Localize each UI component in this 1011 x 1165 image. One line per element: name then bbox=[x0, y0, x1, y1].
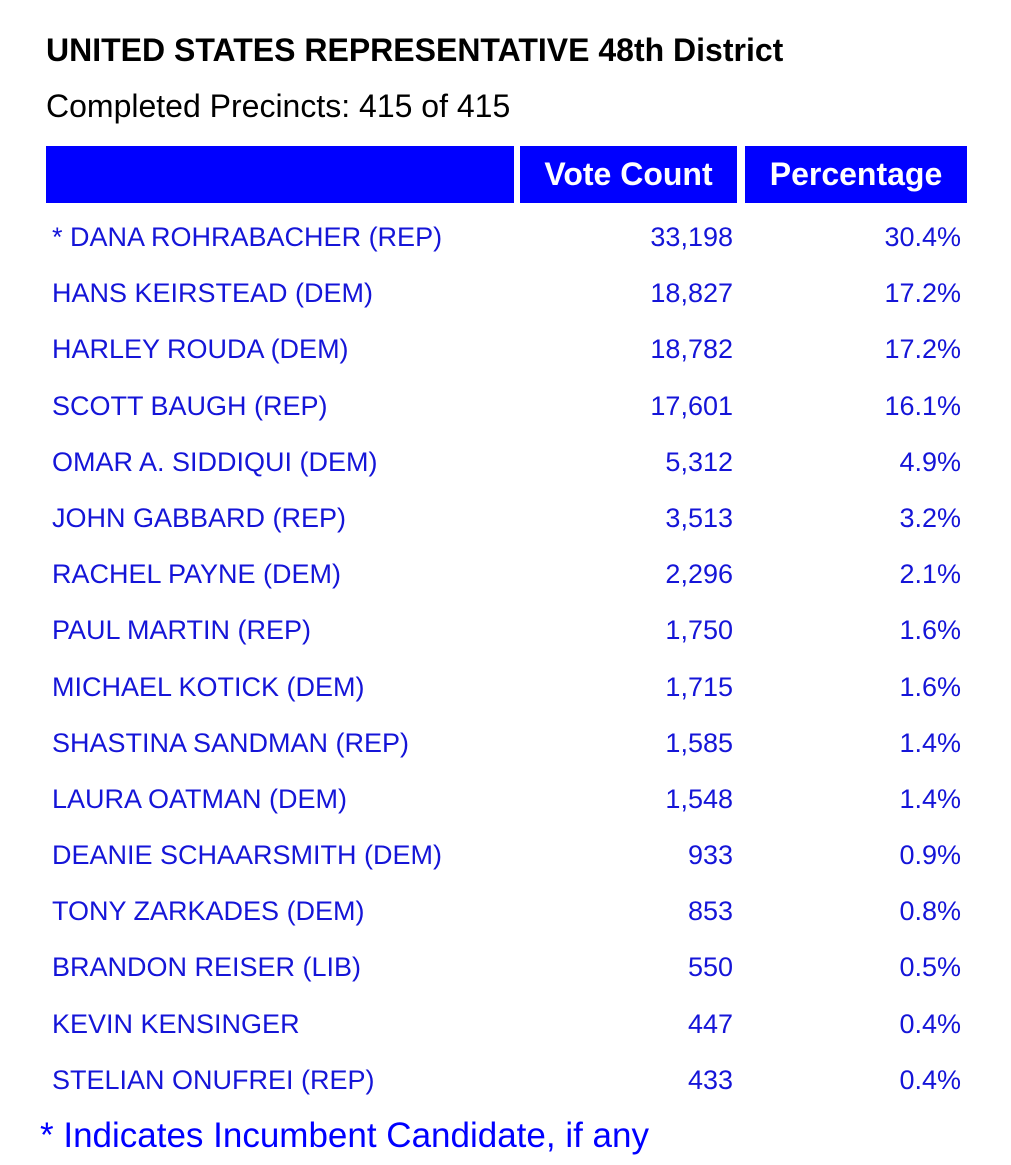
vote-count: 33,198 bbox=[650, 222, 733, 252]
vote-count: 17,601 bbox=[650, 390, 733, 421]
vote-count: 2,296 bbox=[665, 559, 733, 590]
table-row bbox=[0, 491, 1011, 547]
candidate-name: SHASTINA SANDMAN (REP) bbox=[52, 727, 410, 758]
candidate-name: * DANA ROHRABACHER (REP) bbox=[52, 222, 443, 252]
vote-count: 5,312 bbox=[665, 446, 733, 477]
table-row bbox=[0, 322, 1011, 378]
vote-percentage: 4.9% bbox=[899, 446, 961, 477]
table-row bbox=[0, 266, 1011, 322]
vote-count: 447 bbox=[687, 1008, 733, 1039]
vote-percentage: 1.6% bbox=[899, 671, 961, 702]
vote-percentage: 0.9% bbox=[899, 840, 961, 871]
candidate-name: SCOTT BAUGH (REP) bbox=[52, 390, 328, 421]
vote-count: 433 bbox=[687, 1064, 733, 1095]
table-row bbox=[0, 547, 1011, 603]
candidate-name: HANS KEIRSTEAD (DEM) bbox=[52, 278, 374, 309]
table-row bbox=[0, 660, 1011, 716]
vote-count: 550 bbox=[687, 952, 733, 983]
table-row bbox=[0, 1053, 1011, 1109]
vote-count: 933 bbox=[687, 840, 733, 871]
table-row bbox=[0, 940, 1011, 996]
table-row bbox=[0, 716, 1011, 772]
header-candidate-cell bbox=[46, 146, 514, 203]
vote-percentage: 3.2% bbox=[899, 502, 961, 533]
vote-count: 1,585 bbox=[665, 727, 733, 758]
incumbent-footnote: * Indicates Incumbent Candidate, if any bbox=[40, 1116, 649, 1155]
vote-count: 853 bbox=[687, 896, 733, 927]
table-row bbox=[0, 603, 1011, 659]
candidate-name: JOHN GABBARD (REP) bbox=[52, 502, 347, 533]
vote-count: 1,715 bbox=[665, 671, 733, 702]
header-vote-count: Vote Count bbox=[520, 146, 737, 203]
candidate-name: DEANIE SCHAARSMITH (DEM) bbox=[52, 840, 443, 871]
candidate-name: LAURA OATMAN (DEM) bbox=[52, 783, 348, 814]
table-row bbox=[0, 379, 1011, 435]
vote-percentage: 30.4% bbox=[884, 222, 961, 252]
vote-percentage: 0.4% bbox=[899, 1064, 961, 1095]
vote-percentage: 17.2% bbox=[884, 334, 961, 365]
table-row bbox=[0, 828, 1011, 884]
candidate-name: PAUL MARTIN (REP) bbox=[52, 615, 312, 646]
vote-percentage: 0.8% bbox=[899, 896, 961, 927]
vote-percentage: 16.1% bbox=[884, 390, 961, 421]
candidate-name: RACHEL PAYNE (DEM) bbox=[52, 559, 342, 590]
candidate-name: MICHAEL KOTICK (DEM) bbox=[52, 671, 365, 702]
table-row bbox=[0, 772, 1011, 828]
vote-percentage: 0.4% bbox=[899, 1008, 961, 1039]
candidate-name: STELIAN ONUFREI (REP) bbox=[52, 1064, 375, 1095]
vote-percentage: 1.6% bbox=[899, 615, 961, 646]
candidate-name: OMAR A. SIDDIQUI (DEM) bbox=[52, 446, 378, 477]
vote-percentage: 2.1% bbox=[899, 559, 961, 590]
vote-percentage: 1.4% bbox=[899, 783, 961, 814]
candidate-name: KEVIN KENSINGER bbox=[52, 1008, 300, 1039]
table-row bbox=[0, 884, 1011, 940]
table-row bbox=[0, 997, 1011, 1053]
vote-count: 18,782 bbox=[650, 334, 733, 365]
candidate-name: BRANDON REISER (LIB) bbox=[52, 952, 362, 983]
vote-percentage: 0.5% bbox=[899, 952, 961, 983]
vote-count: 1,548 bbox=[665, 783, 733, 814]
page-title: UNITED STATES REPRESENTATIVE 48th District bbox=[46, 32, 784, 68]
vote-count: 18,827 bbox=[650, 278, 733, 309]
vote-count: 3,513 bbox=[665, 502, 733, 533]
header-percentage: Percentage bbox=[745, 146, 967, 203]
table-row bbox=[0, 435, 1011, 491]
vote-percentage: 1.4% bbox=[899, 727, 961, 758]
table-row bbox=[0, 210, 1011, 266]
candidate-name: TONY ZARKADES (DEM) bbox=[52, 896, 365, 927]
candidate-name: HARLEY ROUDA (DEM) bbox=[52, 334, 349, 365]
vote-count: 1,750 bbox=[665, 615, 733, 646]
precincts-status: Completed Precincts: 415 of 415 bbox=[46, 88, 511, 124]
results-table bbox=[0, 210, 1011, 1109]
vote-percentage: 17.2% bbox=[884, 278, 961, 309]
